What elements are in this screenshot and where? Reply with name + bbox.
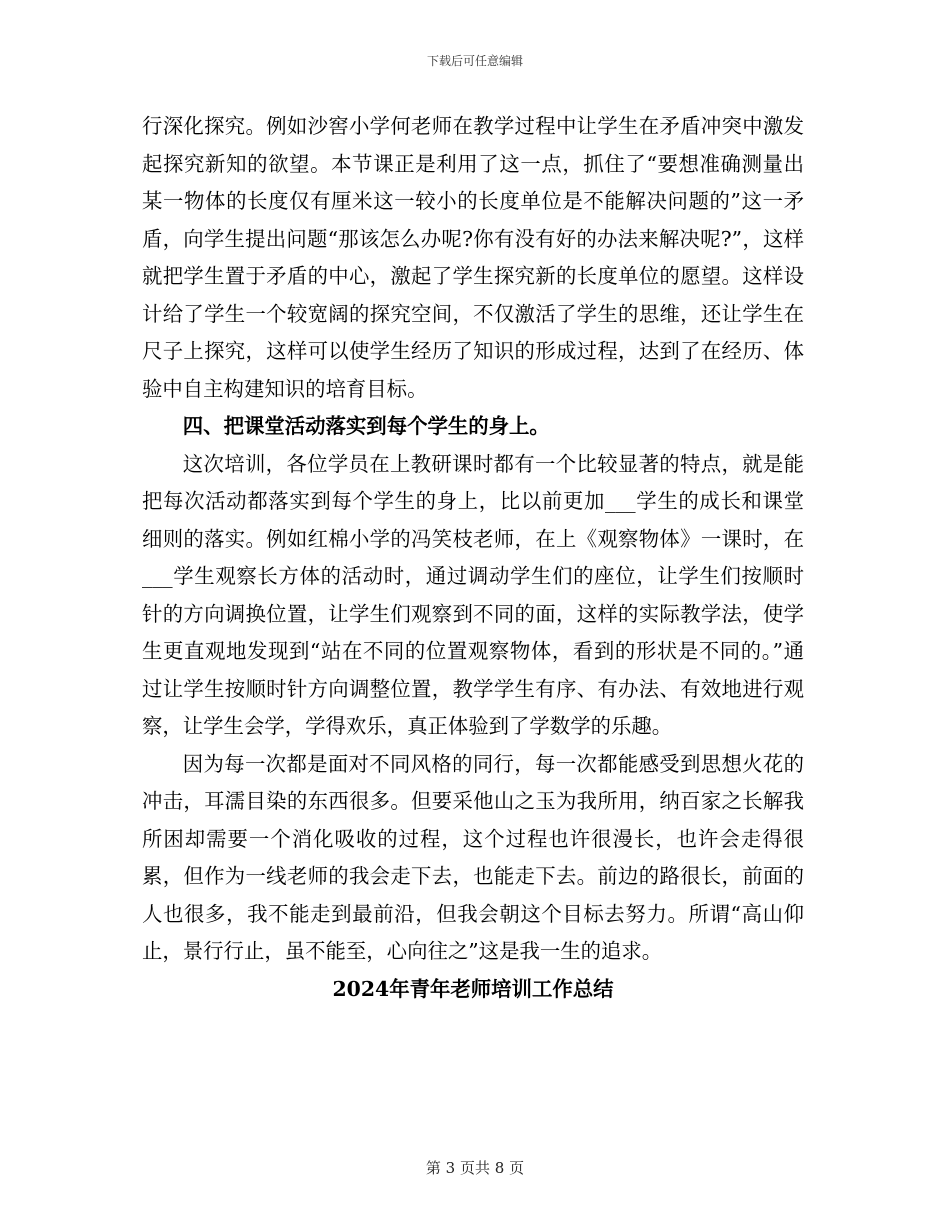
document-title: 2024年青年老师培训工作总结 (332, 976, 614, 1001)
document-body (142, 108, 804, 1008)
paragraph-exploration: 行深化探究。例如沙窖小学何老师在教学过程中让学生在矛盾冲突中激发起探究新知的欲望。本节课正是利用了这一点，抓住了“要想准确测量出某一物体的长度仅有厘米这一较小的长度单位是不能解决问题的”这一矛盾，向学生提出问题“那该怎么办呢?你有没有好的办法来解决呢?”，这样就把学生置于矛盾的中心，激起了学生探究新的长度单位的愿望。这样设计给了学生一个较宽阔的探究空间，不仅激活了学生的思维，还让学生在尺子上探究，这样可以使学生经历了知识的形成过程，达到了在经历、体验中自主构建知识的培育目标。 (142, 114, 804, 401)
paragraph-reflection: 因为每一次都是面对不同风格的同行，每一次都能感受到思想火花的冲击，耳濡目染的东西很多。但要采他山之玉为我所用，纳百家之长解我所困却需要一个消化吸收的过程，这个过程也许很漫长，也许会走得很累，但作为一线老师的我会走下去，也能走下去。前边的路很长，前面的人也很多，我不能走到最前沿，但我会朝这个目标去努力。所谓“高山仰止，景行行止，虽不能至，心向往之”这是我一生的追求。 (142, 751, 804, 963)
section-heading-4: 四、把课堂活动落实到每个学生的身上。 (182, 414, 550, 438)
page-number: 第 3 页共 8 页 (425, 1159, 525, 1177)
paragraph-activities: 这次培训，各位学员在上教研课时都有一个比较显著的特点，就是能把每次活动都落实到每个学生的身上，比以前更加___学生的成长和课堂细则的落实。例如红棉小学的冯笑枝老师，在上《观察物体》一课时，在___学生观察长方体的活动时，通过调动学生们的座位，让学生们按顺时针的方向调换位置，让学生们观察到不同的面，这样的实际教学法，使学生更直观地发现到“站在不同的位置观察物体，看到的形状是不同的。”通过让学生按顺时针方向调整位置，教学学生有序、有办法、有效地进行观察，让学生会学，学得欢乐，真正体验到了学数学的乐趣。 (142, 451, 804, 738)
page-header: 下载后可任意编辑 (426, 54, 523, 68)
